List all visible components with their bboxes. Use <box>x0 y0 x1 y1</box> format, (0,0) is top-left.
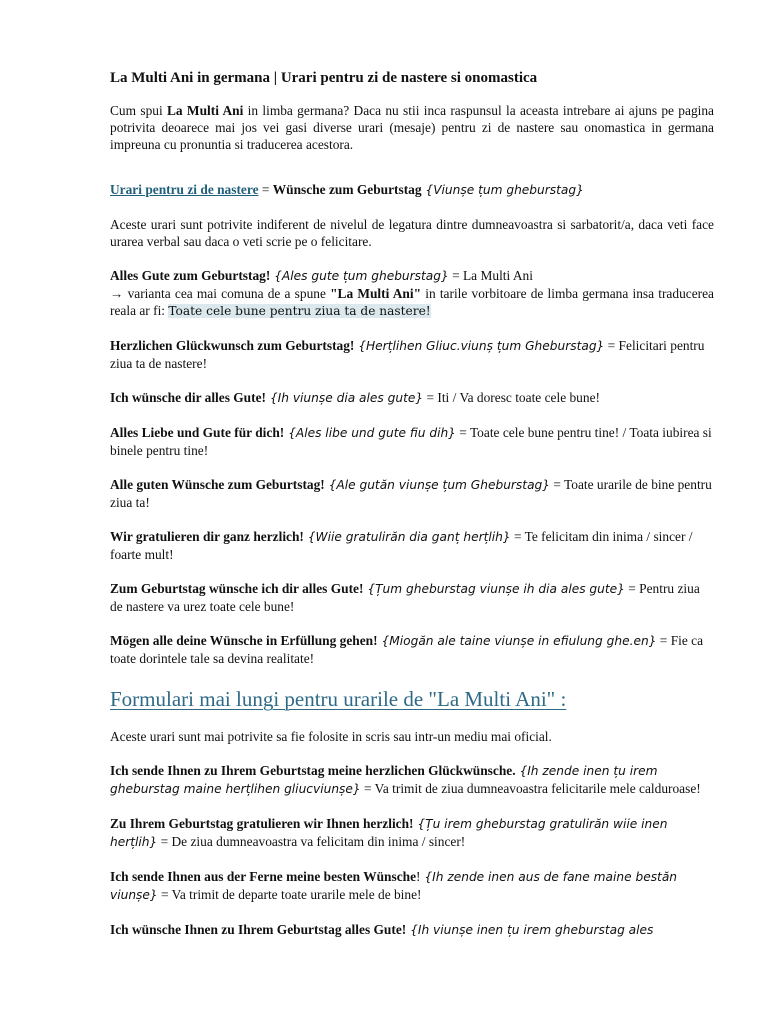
wish-pronunciation: {Ih zende inen țu irem gheburstag maine herțlihen gliucviunșe} <box>110 764 658 796</box>
wish-german: Alle guten Wünsche zum Geburtstag! <box>110 477 325 492</box>
section-heading-formal: Formulari mai lungi pentru urarile de "La Multi Ani" : <box>110 687 567 711</box>
wish-german: Alles Liebe und Gute für dich! <box>110 425 285 440</box>
wish-pronunciation: {Ih viunșe dia ales gute} <box>266 391 424 405</box>
wish-note-after: in tarile vorbitoare de limba germana insa traducerea reala ar fi: <box>110 286 714 318</box>
wish-pronunciation: {Herțlihen Gliuc.viunș țum Gheburstag} <box>354 339 605 353</box>
wish-german: Ich wünsche dir alles Gute! <box>110 390 266 405</box>
wish-pronunciation: {Ih zende inen aus de fane maine bestăn viunșe} <box>110 870 678 902</box>
wish-translation: = Iti / Va doresc toate cele bune! <box>423 390 600 405</box>
wish-entry <box>110 528 714 563</box>
wish-german: Zu Ihrem Geburtstag gratulieren wir Ihnen herzlich! <box>110 816 414 831</box>
wish-translation: = Va trimit de ziua dumneavoastra felicitarile mele calduroase! <box>360 781 701 796</box>
wish-german: Ich sende Ihnen aus der Ferne meine besten Wünsche <box>110 869 417 884</box>
wish-entry <box>110 424 714 459</box>
wish-german: Zum Geburtstag wünsche ich dir alles Gute! <box>110 581 364 596</box>
wish-pronunciation: {Miogăn ale taine viunșe in efiulung ghe.en} <box>377 634 657 648</box>
section-pronunciation: {Viunșe țum gheburstag} <box>421 183 584 197</box>
wish-german: Wir gratulieren dir ganz herzlich! <box>110 529 304 544</box>
wish-pronunciation: {Ih viunșe inen țu irem gheburstag ales <box>406 923 654 937</box>
section-eq: = <box>258 182 273 197</box>
wish-translation: = Toate urarile de bine pentru ziua ta! <box>110 477 712 510</box>
formal-wish-entry <box>110 815 714 851</box>
wish-entry <box>110 337 714 372</box>
wish-note-before: → varianta cea mai comuna de a spune <box>110 286 331 301</box>
wish-entry-main <box>110 267 714 320</box>
formal-wish-entry <box>110 762 714 798</box>
wish-entry <box>110 580 714 615</box>
section-german: Wünsche zum Geburtstag <box>272 182 422 197</box>
intro-bold: La Multi Ani <box>167 103 244 118</box>
wish-german: Ich sende Ihnen zu Ihrem Geburtstag meine herzlichen Glückwünsche. <box>110 763 516 778</box>
section-link-birthday[interactable]: Urari pentru zi de nastere <box>110 182 259 197</box>
wish-translation: = La Multi Ani <box>448 268 533 283</box>
wish-tail: ! <box>416 869 421 884</box>
formal-wish-entry <box>110 868 714 904</box>
section-description: Aceste urari sunt potrivite indiferent de nivelul de legatura dintre dumneavoastra si sarbatorit/a, daca veti face urarea verbal sau daca o veti scrie pe o felicitare. <box>110 217 714 249</box>
intro-paragraph <box>110 102 714 153</box>
wish-note-highlight: Toate cele bune pentru ziua ta de nastere! <box>168 304 431 318</box>
wish-translation: = Fie ca toate dorintele tale sa devina realitate! <box>110 633 704 666</box>
wish-entry <box>110 632 714 667</box>
wish-note-bold: "La Multi Ani" <box>330 286 422 301</box>
wish-german: Herzlichen Glückwunsch zum Geburtstag! <box>110 338 355 353</box>
intro-after: in limba germana? Daca nu stii inca raspunsul la aceasta intrebare ai ajuns pe pagina potrivita deoarece mai jos vei gasi diverse urari (mesaje) pentru zi de nastere sau onomastica in germana impreuna cu pronuntia si traducerea acestora. <box>110 103 714 152</box>
wish-translation: = Felicitari pentru ziua ta de nastere! <box>110 338 705 371</box>
wish-translation: = Va trimit de departe toate urarile mele de bine! <box>157 887 422 902</box>
intro-before: Cum spui <box>110 103 167 118</box>
wish-german: Mögen alle deine Wünsche in Erfüllung gehen! <box>110 633 378 648</box>
formal-wish-entry <box>110 921 714 939</box>
page-title: La Multi Ani in germana | Urari pentru zi de nastere si onomastica <box>110 70 538 86</box>
wish-pronunciation: {Ale gutăn viunșe țum Gheburstag} <box>324 478 551 492</box>
wish-translation: = Pentru ziua de nastere va urez toate cele bune! <box>110 581 700 614</box>
wish-german: Ich wünsche Ihnen zu Ihrem Geburtstag alles Gute! <box>110 922 407 937</box>
wish-translation: = Te felicitam din inima / sincer / foarte mult! <box>110 529 693 562</box>
wish-translation: = De ziua dumneavoastra va felicitam din inima / sincer! <box>157 834 466 849</box>
wish-pronunciation: {Ales gute țum gheburstag} <box>270 269 449 283</box>
wish-pronunciation: {Țu irem gheburstag gratulirăn wiie inen herțlih} <box>110 817 668 849</box>
wish-pronunciation: {Țum gheburstag viunșe ih dia ales gute} <box>363 582 625 596</box>
wish-pronunciation: {Wiie gratulirăn dia ganț herțlih} <box>303 530 511 544</box>
wish-german: Alles Gute zum Geburtstag! <box>110 268 271 283</box>
wish-pronunciation: {Ales libe und gute fiu dih} <box>284 426 456 440</box>
wish-translation: = Toate cele bune pentru tine! / Toata iubirea si binele pentru tine! <box>110 425 712 458</box>
section-heading-birthday <box>110 181 714 199</box>
wish-entry <box>110 476 714 511</box>
section-formal-description: Aceste urari sunt mai potrivite sa fie folosite in scris sau intr-un mediu mai oficial. <box>110 729 552 744</box>
wish-entry <box>110 389 714 407</box>
